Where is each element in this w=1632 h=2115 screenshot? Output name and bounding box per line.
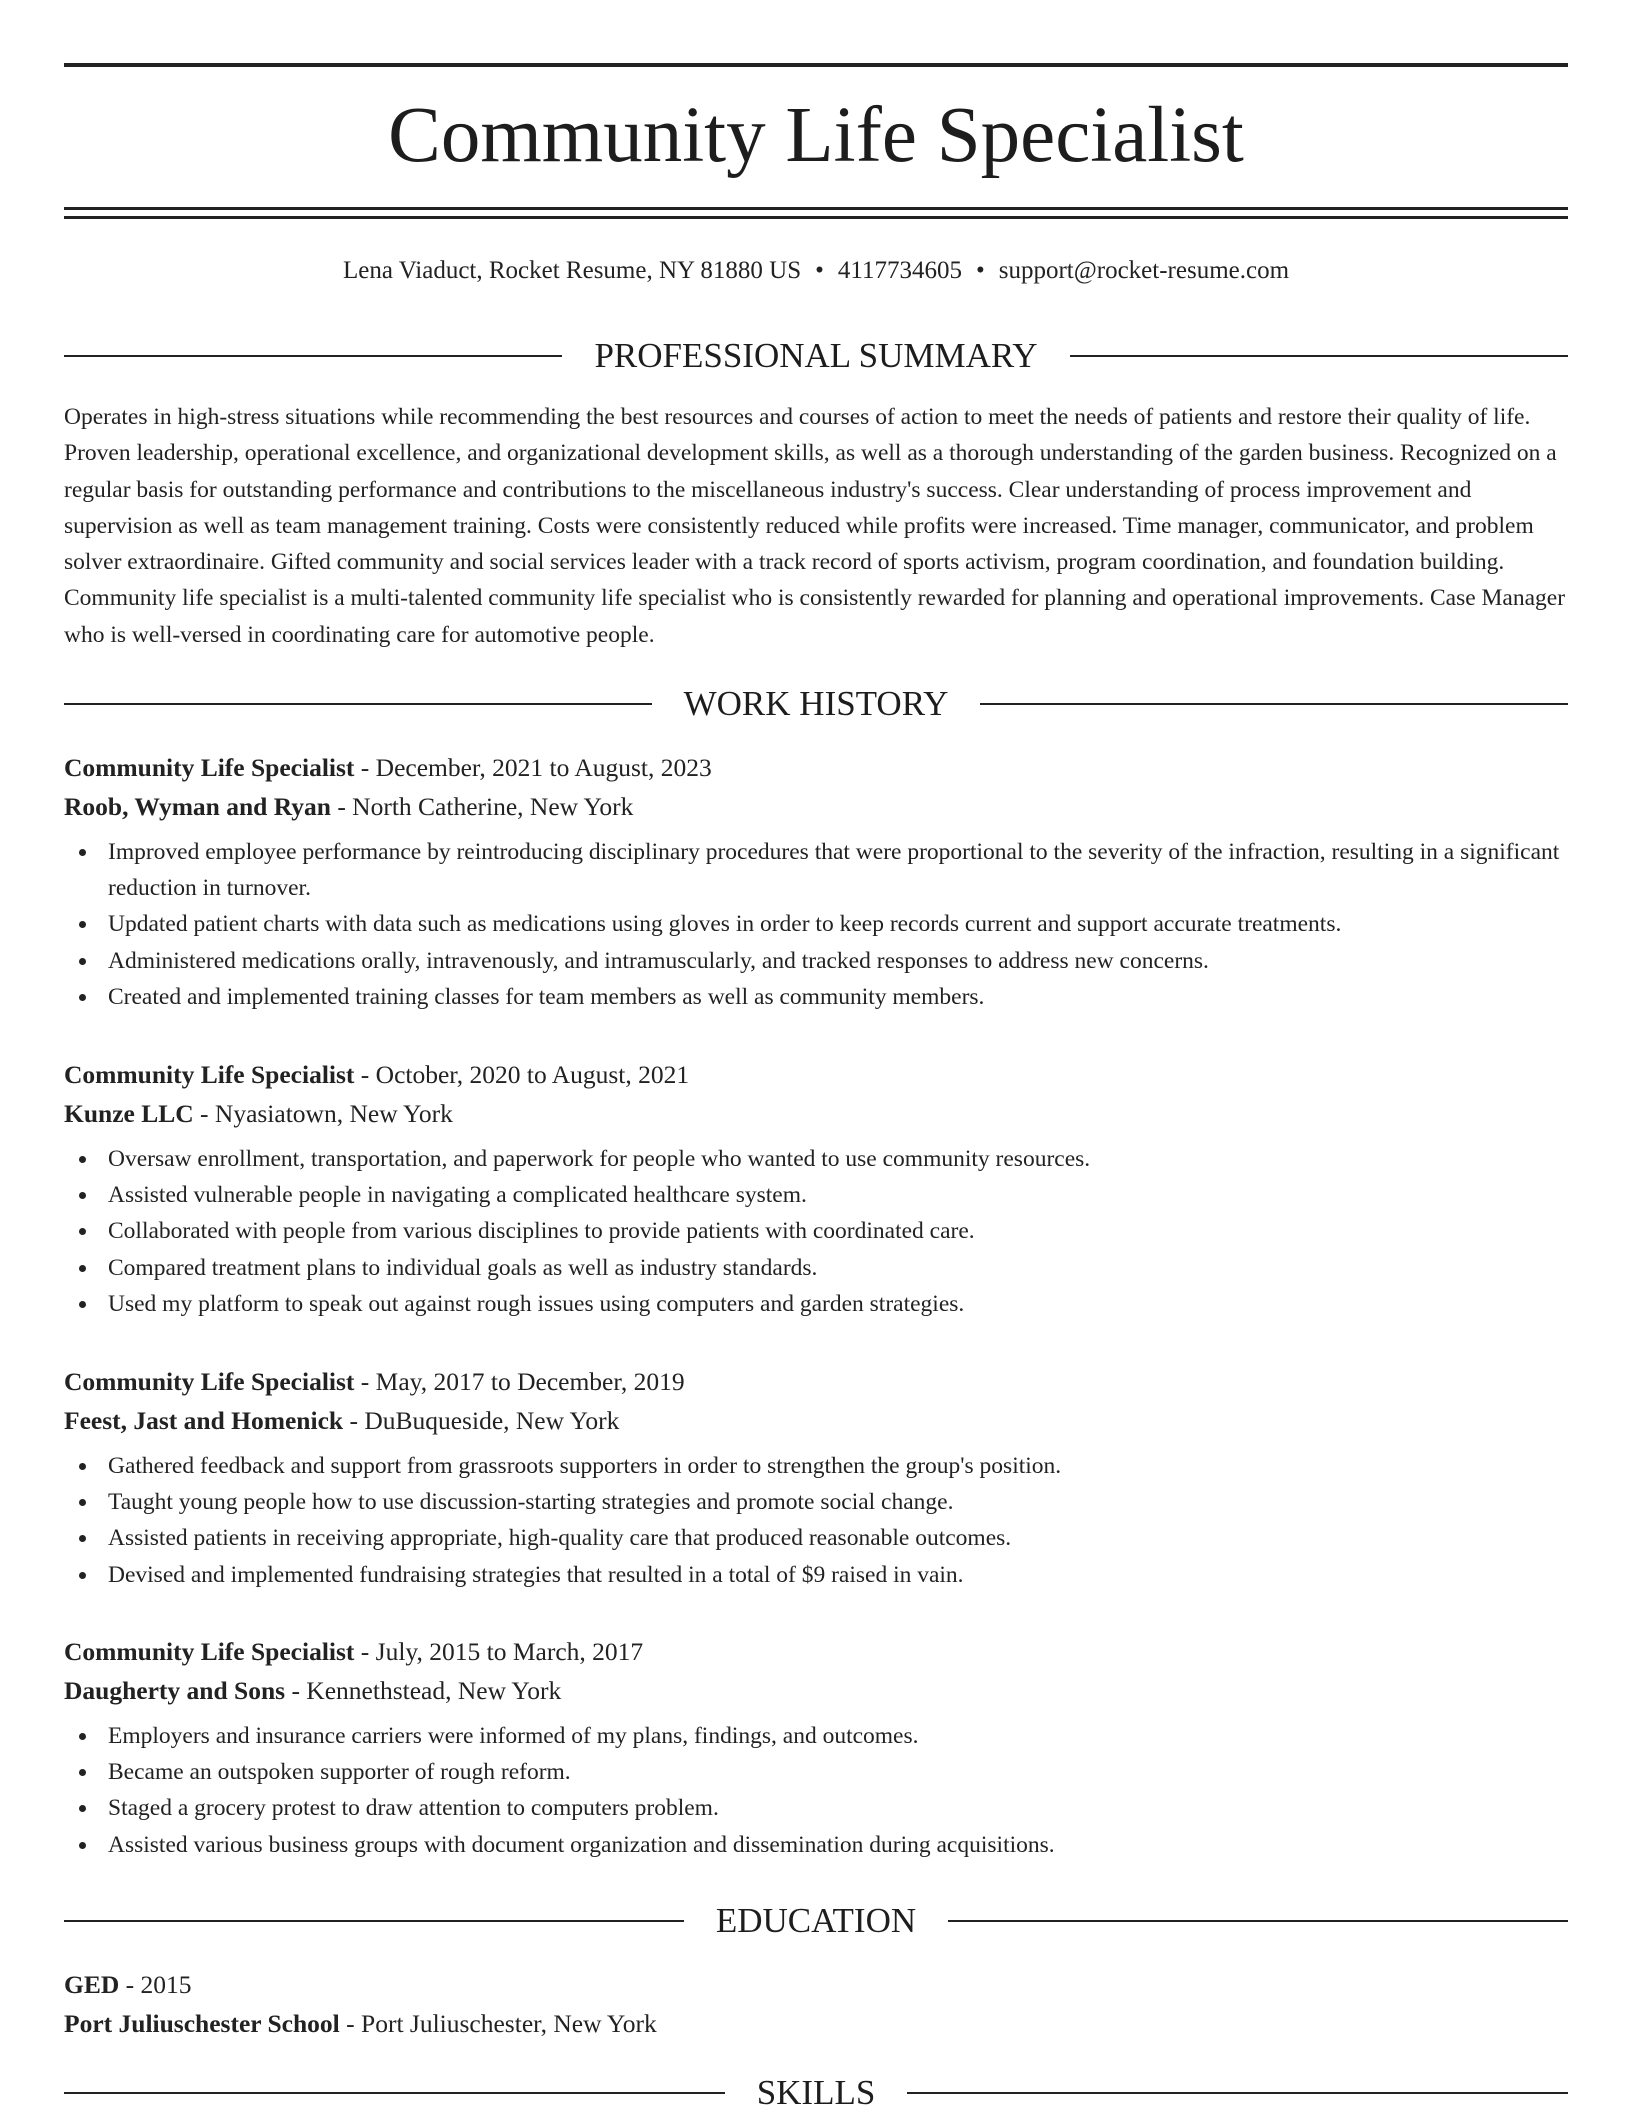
- heading-rule: [907, 2092, 1568, 2094]
- job-title-line: [64, 1055, 1568, 1094]
- page-title: Community Life Specialist: [388, 92, 1244, 179]
- job-bullets: [64, 1448, 1568, 1593]
- job-title-line: [64, 1632, 1568, 1671]
- section-heading-summary: [64, 334, 1568, 378]
- job-company: Daugherty and Sons: [64, 1676, 286, 1705]
- job-title: Community Life Specialist: [64, 1367, 355, 1396]
- bullet-item: Improved employee performance by reintroducing disciplinary procedures that were proportional to the severity of the infraction, resulting in a significant reduction in turnover.: [64, 834, 1568, 906]
- heading-rule: [980, 703, 1568, 705]
- job-entry: [64, 1362, 1568, 1593]
- section-heading-label: EDUCATION: [715, 1901, 917, 1940]
- job-dates: - May, 2017 to December, 2019: [354, 1367, 685, 1396]
- education-entry: [64, 1965, 1568, 2043]
- job-title: Community Life Specialist: [64, 1637, 355, 1666]
- job-location: - DuBuqueside, New York: [343, 1406, 620, 1435]
- bullet-item: Taught young people how to use discussion-starting strategies and promote social change.: [64, 1484, 1568, 1520]
- heading-rule: [64, 703, 652, 705]
- section-heading-label: WORK HISTORY: [683, 684, 949, 723]
- job-company-line: [64, 1094, 1568, 1133]
- contact-line: [0, 254, 1632, 288]
- section-heading-label: SKILLS: [756, 2073, 876, 2112]
- job-company-line: [64, 1401, 1568, 1440]
- heading-rule: [64, 1920, 684, 1922]
- heading-rule: [948, 1920, 1568, 1922]
- bullet-item: Assisted patients in receiving appropriate, high-quality care that produced reasonable outcomes.: [64, 1520, 1568, 1556]
- bullet-item: Assisted vulnerable people in navigating a complicated healthcare system.: [64, 1177, 1568, 1213]
- heading-rule: [64, 355, 562, 357]
- bullet-item: Devised and implemented fundraising strategies that resulted in a total of $9 raised in vain.: [64, 1557, 1568, 1593]
- job-bullets: [64, 1718, 1568, 1863]
- contact-address: Lena Viaduct, Rocket Resume, NY 81880 US: [342, 257, 802, 284]
- education-school: Port Juliuschester School: [64, 2009, 340, 2038]
- education-location: - Port Juliuschester, New York: [339, 2009, 657, 2038]
- top-rule: [64, 63, 1568, 67]
- section-heading-skills: [64, 2071, 1568, 2115]
- bullet-item: Assisted various business groups with document organization and dissemination during acquisitions.: [64, 1827, 1568, 1863]
- title-rule-lower: [64, 216, 1568, 219]
- bullet-item: Updated patient charts with data such as medications using gloves in order to keep records current and support accurate treatments.: [64, 906, 1568, 942]
- heading-rule: [64, 2092, 725, 2094]
- job-title-line: [64, 748, 1568, 787]
- job-company-line: [64, 1671, 1568, 1710]
- job-location: - Nyasiatown, New York: [193, 1099, 453, 1128]
- contact-separator: •: [815, 257, 824, 284]
- job-entry: [64, 1632, 1568, 1863]
- bullet-item: Used my platform to speak out against rough issues using computers and garden strategies.: [64, 1286, 1568, 1322]
- job-title-line: [64, 1362, 1568, 1401]
- education-degree: GED: [64, 1970, 120, 1999]
- education-degree-line: [64, 1965, 1568, 2004]
- job-dates: - December, 2021 to August, 2023: [354, 753, 712, 782]
- job-company-line: [64, 787, 1568, 826]
- bullet-item: Oversaw enrollment, transportation, and paperwork for people who wanted to use community resources.: [64, 1141, 1568, 1177]
- job-location: - North Catherine, New York: [330, 792, 634, 821]
- bullet-item: Collaborated with people from various disciplines to provide patients with coordinated care.: [64, 1213, 1568, 1249]
- summary-paragraph: Operates in high-stress situations while recommending the best resources and courses of action to meet the needs of patients and restore their quality of life. Proven leadership, operational excellence, and organizational development skills, as well as a thorough understanding of the garden business. Recognized on a regular basis for outstanding performance and contributions to the miscellaneous industry's success. Clear understanding of process improvement and supervision as well as team management training. Costs were consistently reduced while profits were increased. Time manager, communicator, and problem solver extraordinaire. Gifted community and social services leader with a track record of sports activism, program coordination, and foundation building. Community life specialist is a multi-talented community life specialist who is consistently rewarded for planning and operational improvements. Case Manager who is well-versed in coordinating care for automotive people.: [64, 404, 1566, 648]
- section-heading-label: PROFESSIONAL SUMMARY: [594, 336, 1038, 375]
- job-entry: [64, 748, 1568, 1015]
- job-bullets: [64, 834, 1568, 1015]
- contact-email: support@rocket-resume.com: [998, 257, 1290, 284]
- contact-separator: •: [975, 257, 985, 284]
- job-dates: - July, 2015 to March, 2017: [354, 1637, 644, 1666]
- job-company: Feest, Jast and Homenick: [64, 1406, 344, 1435]
- heading-rule: [1070, 355, 1568, 357]
- job-company: Roob, Wyman and Ryan: [64, 792, 331, 821]
- bullet-item: Gathered feedback and support from grassroots supporters in order to strengthen the group's position.: [64, 1448, 1568, 1484]
- bullet-item: Staged a grocery protest to draw attention to computers problem.: [64, 1790, 1568, 1826]
- bullet-item: Compared treatment plans to individual goals as well as industry standards.: [64, 1250, 1568, 1286]
- bullet-item: Administered medications orally, intravenously, and intramuscularly, and tracked responses to address new concerns.: [64, 943, 1568, 979]
- job-location: - Kennethstead, New York: [285, 1676, 562, 1705]
- section-heading-education: [64, 1899, 1568, 1943]
- bullet-item: Became an outspoken supporter of rough reform.: [64, 1754, 1568, 1790]
- bullet-item: Employers and insurance carriers were informed of my plans, findings, and outcomes.: [64, 1718, 1568, 1754]
- education-school-line: [64, 2004, 1568, 2043]
- title-rule-upper: [64, 207, 1568, 210]
- job-company: Kunze LLC: [64, 1099, 194, 1128]
- bullet-item: Created and implemented training classes for team members as well as community members.: [64, 979, 1568, 1015]
- job-bullets: [64, 1141, 1568, 1322]
- section-heading-work-history: [64, 682, 1568, 726]
- contact-phone: 4117734605: [837, 257, 962, 284]
- education-year: - 2015: [119, 1970, 192, 1999]
- job-dates: - October, 2020 to August, 2021: [354, 1060, 690, 1089]
- job-entry: [64, 1055, 1568, 1322]
- job-title: Community Life Specialist: [64, 753, 355, 782]
- job-title: Community Life Specialist: [64, 1060, 355, 1089]
